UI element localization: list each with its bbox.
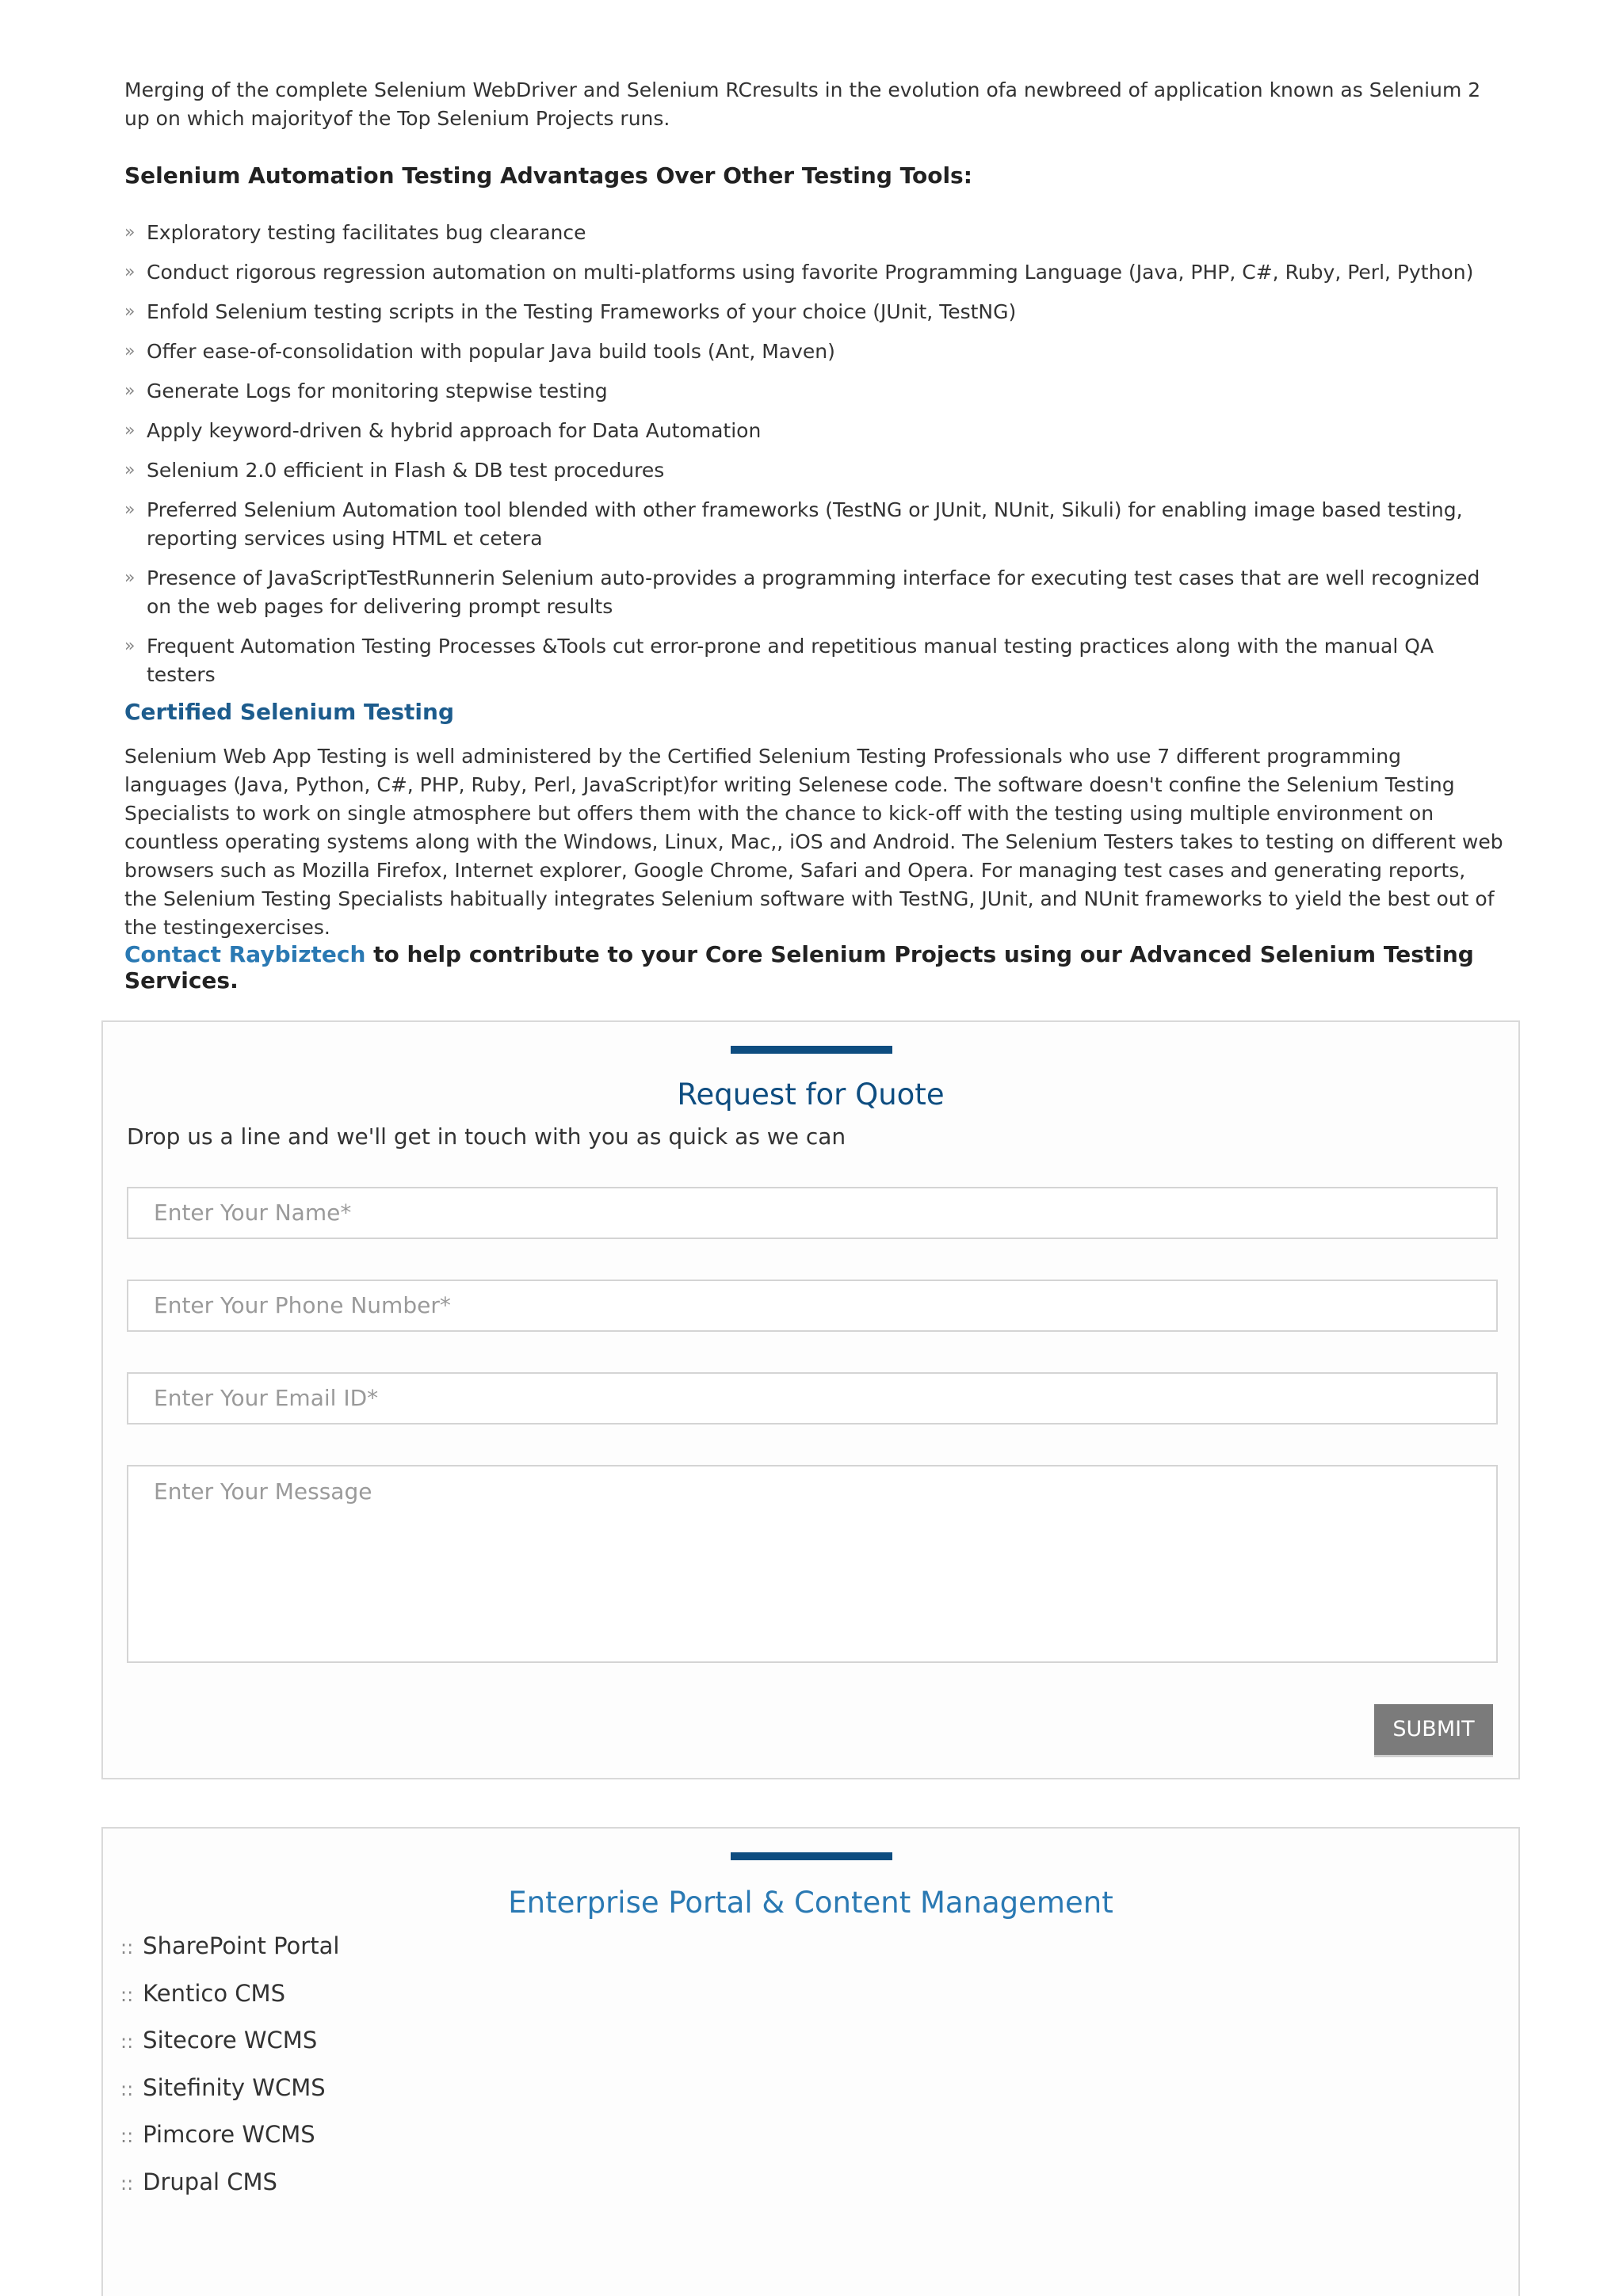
bullet-icon: :: [120, 2172, 134, 2195]
quote-form [101, 1020, 1520, 1779]
arrow-right-icon: » [124, 381, 136, 401]
arrow-right-icon: » [124, 262, 136, 282]
bullet-icon: :: [120, 1983, 134, 2006]
enterprise-item-drupal[interactable]: :: Drupal CMS [120, 2168, 277, 2195]
arrow-right-icon: » [124, 568, 136, 588]
advantages-list-wrap [124, 219, 1503, 700]
bullet-icon: :: [120, 2077, 134, 2100]
message-textarea[interactable]: Enter Your Message [127, 1465, 1498, 1663]
name-input[interactable]: Enter Your Name* [127, 1187, 1498, 1239]
bullet-icon: :: [120, 2031, 134, 2053]
enterprise-panel [101, 1827, 1520, 2296]
enterprise-item-pimcore[interactable]: :: Pimcore WCMS [120, 2121, 315, 2148]
enterprise-item-sitecore[interactable]: :: Sitecore WCMS [120, 2027, 318, 2054]
advantages-section [124, 162, 1503, 189]
intro-paragraph: Merging of the complete Selenium WebDriver and Selenium RCresults in the evolution ofa newbreed of application known as Selenium 2 up on which majorityof the Top Selenium Projects runs. [124, 78, 1481, 130]
email-input[interactable]: Enter Your Email ID* [127, 1372, 1498, 1425]
certified-paragraph: Selenium Web App Testing is well administered by the Certified Selenium Testing Professionals who use 7 different programming languages (Java, Python, C#, PHP, Ruby, Perl, JavaScript)for writing Selenese code. The software doesn't confine the Selenium Testing Specialists to work on single atmosphere but offers them with the chance to kick-off with the testing using multiple environment on countless operating systems along with the Windows, Linux, Mac,, iOS and Android. The Selenium Testers takes to testing on different web browsers such as Mozilla Firefox, Internet explorer, Google Chrome, Safari and Opera. For managing test cases and generating reports, the Selenium Testing Specialists habitually integrates Selenium software with TestNG, JUnit, and NUnit frameworks to yield the best out of the testingexercises. [124, 745, 1503, 939]
enterprise-item-sharepoint[interactable]: :: SharePoint Portal [120, 1932, 340, 1959]
list-item: » Apply keyword-driven & hybrid approach for Data Automation [91, 417, 1503, 445]
enterprise-list [120, 1930, 339, 2213]
list-item: » Frequent Automation Testing Processes &Tools cut error-prone and repetitious manual testing practices along with the manual QA testers [91, 632, 1503, 689]
contact-line [124, 941, 1503, 994]
quote-form-subtitle: Drop us a line and we'll get in touch with you as quick as we can [127, 1123, 846, 1150]
list-item: » Exploratory testing facilitates bug clearance [91, 219, 1503, 247]
arrow-right-icon: » [124, 421, 136, 441]
bullet-icon: :: [120, 2125, 134, 2147]
contact-link[interactable]: Contact Raybiztech [124, 941, 366, 967]
arrow-right-icon: » [124, 223, 136, 242]
quote-form-title: Request for Quote [677, 1077, 945, 1112]
list-item: » Selenium 2.0 efficient in Flash & DB test procedures [91, 456, 1503, 485]
arrow-right-icon: » [124, 500, 136, 520]
list-item: » Conduct rigorous regression automation on multi-platforms using favorite Programming Language (Java, PHP, C#, Ruby, Perl, Python) [91, 258, 1503, 287]
list-item: » Generate Logs for monitoring stepwise testing [91, 377, 1503, 406]
bullet-icon: :: [120, 1936, 134, 1958]
arrow-right-icon: » [124, 460, 136, 480]
submit-button[interactable]: SUBMIT [1374, 1704, 1493, 1757]
enterprise-title: Enterprise Portal & Content Management [508, 1886, 1113, 1920]
title-accent-bar [731, 1046, 892, 1054]
arrow-right-icon: » [124, 636, 136, 656]
list-item: » Preferred Selenium Automation tool blended with other frameworks (TestNG or JUnit, NUnit, Sikuli) for enabling image based testing, reporting services using HTML et cetera [91, 496, 1503, 553]
list-item: » Enfold Selenium testing scripts in the Testing Frameworks of your choice (JUnit, TestNG) [91, 298, 1503, 326]
arrow-right-icon: » [124, 302, 136, 322]
list-item: » Offer ease-of-consolidation with popular Java build tools (Ant, Maven) [91, 338, 1503, 366]
arrow-right-icon: » [124, 341, 136, 361]
enterprise-item-sitefinity[interactable]: :: Sitefinity WCMS [120, 2073, 326, 2101]
phone-input[interactable]: Enter Your Phone Number* [127, 1280, 1498, 1332]
enterprise-item-kentico[interactable]: :: Kentico CMS [120, 1979, 285, 2007]
certified-heading: Certified Selenium Testing [124, 699, 454, 725]
contact-rest: to help contribute to your Core Selenium Projects using our Advanced Selenium Testing Services. [124, 941, 1474, 994]
advantages-list [91, 219, 1503, 689]
list-item: » Presence of JavaScriptTestRunnerin Selenium auto-provides a programming interface for executing test cases that are well recognized on the web pages for delivering prompt results [91, 564, 1503, 621]
title-accent-bar [731, 1852, 892, 1860]
advantages-heading: Selenium Automation Testing Advantages Over Other Testing Tools: [124, 162, 972, 189]
